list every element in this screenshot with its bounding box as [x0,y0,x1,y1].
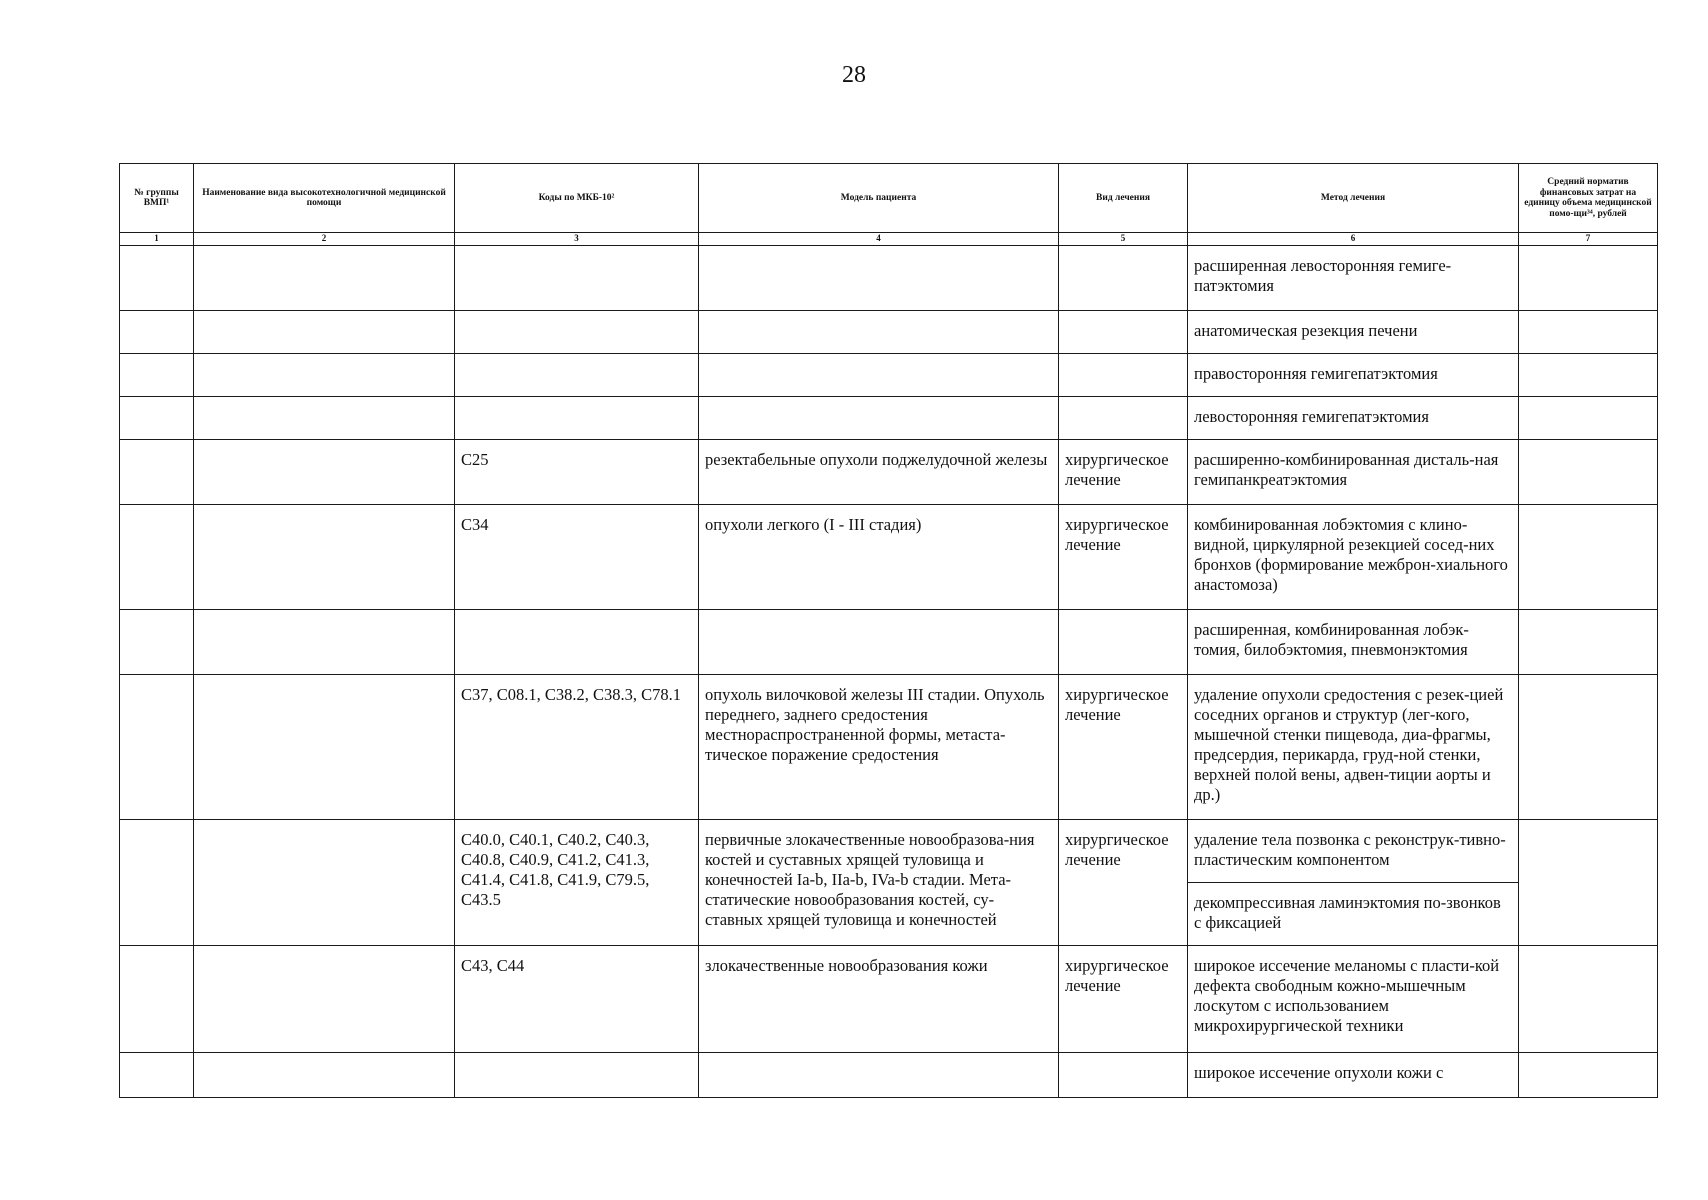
column-number: 5 [1059,233,1188,246]
cell-cost [1519,610,1658,675]
table-header-row [120,164,1658,233]
cell-treatment: хирургическое лечение [1059,440,1188,505]
table-row [120,440,1658,505]
header-cost-standard: Средний норматив финансовых затрат на единицу объема медицинской помо-щи³⁴, рублей [1519,164,1658,233]
cell-model [699,1053,1059,1098]
cell-model: резектабельные опухоли поджелудочной железы [699,440,1059,505]
cell-care-type [194,246,455,311]
cell-codes [455,397,699,440]
cell-codes: C25 [455,440,699,505]
cell-cost [1519,820,1658,946]
cell-treatment: хирургическое лечение [1059,820,1188,946]
cell-model: опухоли легкого (I - III стадия) [699,505,1059,610]
cell-codes: C43, C44 [455,946,699,1053]
cell-group [120,1053,194,1098]
cell-method: широкое иссечение опухоли кожи с [1188,1053,1519,1098]
cell-cost [1519,675,1658,820]
cell-group [120,610,194,675]
cell-care-type [194,820,455,946]
cell-group [120,505,194,610]
cell-codes: C37, C08.1, C38.2, C38.3, C78.1 [455,675,699,820]
vmp-table [119,163,1658,1098]
cell-method: расширенная левосторонняя гемиге-патэктомия [1188,246,1519,311]
cell-codes: C40.0, C40.1, C40.2, C40.3, C40.8, C40.9, C41.2, C41.3, C41.4, C41.8, C41.9, C79.5, C43.5 [455,820,699,946]
cell-method: широкое иссечение меланомы с пласти-кой дефекта свободным кожно-мышечным лоскутом с использованием микрохирургической техники [1188,946,1519,1053]
cell-cost [1519,440,1658,505]
cell-care-type [194,397,455,440]
cell-method: декомпрессивная ламинэктомия по-звонков с фиксацией [1188,883,1519,946]
cell-group [120,946,194,1053]
cell-model [699,610,1059,675]
cell-care-type [194,1053,455,1098]
cell-treatment [1059,311,1188,354]
cell-group [120,820,194,946]
cell-care-type [194,675,455,820]
cell-care-type [194,610,455,675]
header-treatment-type: Вид лечения [1059,164,1188,233]
header-patient-model: Модель пациента [699,164,1059,233]
cell-group [120,246,194,311]
cell-cost [1519,397,1658,440]
cell-method: комбинированная лобэктомия с клино-видной, циркулярной резекцией сосед-них бронхов (формирование межброн-хиального анастомоза) [1188,505,1519,610]
cell-group [120,397,194,440]
cell-treatment [1059,397,1188,440]
table-row [120,246,1658,311]
cell-codes [455,311,699,354]
cell-care-type [194,440,455,505]
cell-care-type [194,354,455,397]
column-number: 4 [699,233,1059,246]
table-row [120,397,1658,440]
cell-model [699,311,1059,354]
cell-treatment [1059,610,1188,675]
cell-cost [1519,1053,1658,1098]
column-number: 1 [120,233,194,246]
cell-method: удаление тела позвонка с реконструк-тивно-пластическим компонентом [1188,820,1519,883]
cell-treatment: хирургическое лечение [1059,946,1188,1053]
cell-treatment [1059,1053,1188,1098]
column-number: 2 [194,233,455,246]
cell-treatment: хирургическое лечение [1059,675,1188,820]
cell-model [699,354,1059,397]
cell-cost [1519,505,1658,610]
table-row [120,820,1658,883]
cell-method: левосторонняя гемигепатэктомия [1188,397,1519,440]
cell-cost [1519,946,1658,1053]
cell-cost [1519,354,1658,397]
cell-care-type [194,946,455,1053]
cell-group [120,440,194,505]
table-row [120,610,1658,675]
header-icd-codes: Коды по МКБ-10² [455,164,699,233]
cell-care-type [194,311,455,354]
cell-model [699,397,1059,440]
cell-model [699,246,1059,311]
cell-method: анатомическая резекция печени [1188,311,1519,354]
column-number-row [120,233,1658,246]
table-row [120,675,1658,820]
header-vmp-group: № группы ВМП¹ [120,164,194,233]
header-treatment-method: Метод лечения [1188,164,1519,233]
cell-cost [1519,311,1658,354]
page-number: 28 [842,62,866,88]
column-number: 7 [1519,233,1658,246]
cell-method: правосторонняя гемигепатэктомия [1188,354,1519,397]
cell-codes [455,1053,699,1098]
cell-codes [455,354,699,397]
cell-group [120,354,194,397]
cell-treatment [1059,354,1188,397]
cell-treatment: хирургическое лечение [1059,505,1188,610]
column-number: 6 [1188,233,1519,246]
column-number: 3 [455,233,699,246]
table-row [120,354,1658,397]
cell-model: опухоль вилочковой железы III стадии. Опухоль переднего, заднего средостения местнораспространенной формы, метаста-тическое поражение средостения [699,675,1059,820]
cell-codes [455,610,699,675]
header-care-type: Наименование вида высокотехнологичной медицинской помощи [194,164,455,233]
table-row [120,946,1658,1053]
table-row [120,1053,1658,1098]
cell-codes: C34 [455,505,699,610]
cell-group [120,311,194,354]
table-row [120,311,1658,354]
cell-method: расширенная, комбинированная лобэк-томия, билобэктомия, пневмонэктомия [1188,610,1519,675]
cell-treatment [1059,246,1188,311]
cell-cost [1519,246,1658,311]
table-row [120,505,1658,610]
cell-codes [455,246,699,311]
cell-group [120,675,194,820]
cell-model: злокачественные новообразования кожи [699,946,1059,1053]
cell-care-type [194,505,455,610]
cell-model: первичные злокачественные новообразова-ния костей и суставных хрящей туловища и конечностей Ia-b, IIa-b, IVa-b стадии. Мета-статические новообразования костей, су-ставных хрящей туловища и конечностей [699,820,1059,946]
cell-method: удаление опухоли средостения с резек-цией соседних органов и структур (лег-кого, мышечной стенки пищевода, диа-фрагмы, предсердия, перикарда, груд-ной стенки, верхней полой вены, адвен-тиции аорты и др.) [1188,675,1519,820]
cell-method: расширенно-комбинированная дисталь-ная гемипанкреатэктомия [1188,440,1519,505]
